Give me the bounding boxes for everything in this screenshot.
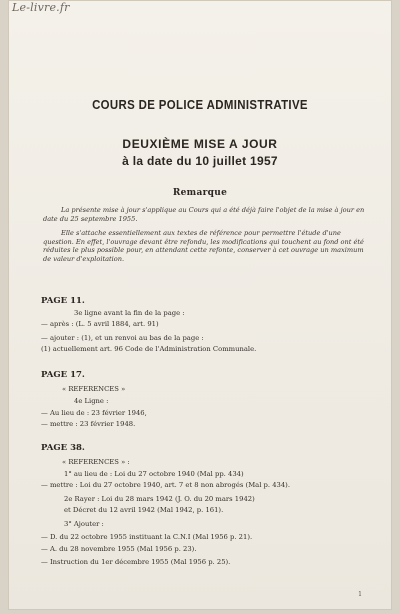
section-page-38-label: PAGE 38. [41, 443, 85, 453]
section-line: 3e ligne avant la fin de la page : [74, 309, 185, 317]
section-page-11-label: PAGE 11. [41, 296, 85, 306]
section-line: — A. du 28 novembre 1955 (Mal 1956 p. 23). [41, 545, 197, 553]
section-line: 3° Ajouter : [64, 520, 104, 528]
page-number: 1 [358, 591, 362, 598]
section-line: — D. du 22 octobre 1955 instituant la C.N.I (Mal 1956 p. 21). [41, 533, 253, 541]
section-line: — mettre : Loi du 27 octobre 1940, art. 7 et 8 non abrogés (Mal p. 434). [41, 481, 290, 489]
section-line: 1° au lieu de : Loi du 27 octobre 1940 (Mal pp. 434) [64, 470, 244, 478]
section-line: « REFERENCES » : [62, 458, 130, 466]
remark-heading: Remarque [172, 188, 228, 198]
section-line: 2e Rayer : Loi du 28 mars 1942 (J. O. du 20 mars 1942) [64, 495, 255, 503]
section-line: « REFERENCES » [62, 385, 126, 393]
section-line: — Au lieu de : 23 février 1946, [41, 409, 147, 417]
update-date: à la date du 10 juillet 1957 [122, 154, 278, 168]
section-line: — Instruction du 1er décembre 1955 (Mal 1956 p. 25). [41, 558, 231, 566]
update-heading: DEUXIÈME MISE A JOUR [122, 137, 278, 151]
section-line: (1) actuellement art. 96 Code de l'Administration Communale. [41, 345, 257, 353]
document-page [8, 0, 392, 610]
section-line: — mettre : 23 février 1948. [41, 420, 136, 428]
remark-paragraph-2: Elle s'attache essentiellement aux textes de référence pour permettre l'étude d'une question. En effet, l'ouvrage devant être refondu, les modifications qui touchent au fond ont été réduites le plus possible pour, en attendant cette refonte, conserver à cet ouvrage un maximum de valeur d'exploitation. [43, 229, 364, 263]
section-line: 4e Ligne : [74, 397, 109, 405]
section-line: et Décret du 12 avril 1942 (Mal 1942, p. 161). [64, 506, 224, 514]
seller-watermark: Le-livre.fr [12, 1, 70, 14]
section-line: — ajouter : (1), et un renvoi au bas de la page : [41, 334, 204, 342]
remark-paragraph-1: La présente mise à jour s'applique au Cours qui a été déjà faire l'objet de la mise à jour en date du 25 septembre 1955. [43, 206, 365, 223]
section-page-17-label: PAGE 17. [41, 370, 85, 380]
section-line: — après : (L. 5 avril 1884, art. 91) [41, 320, 159, 328]
document-title: COURS DE POLICE ADMINISTRATIVE [92, 97, 308, 112]
